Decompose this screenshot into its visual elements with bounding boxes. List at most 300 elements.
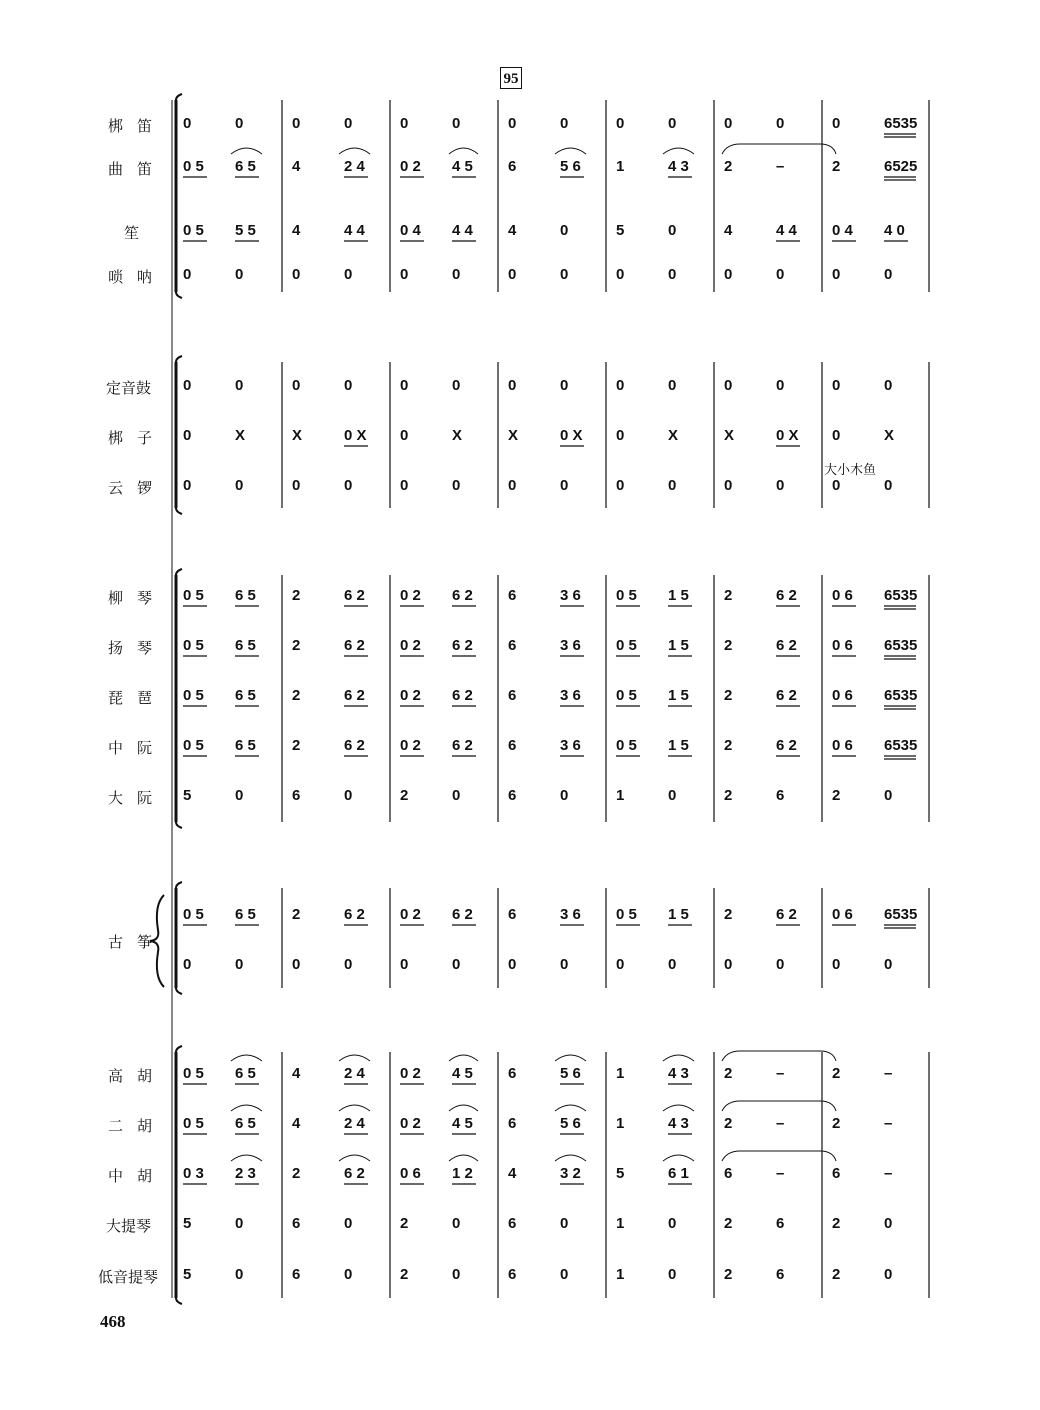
notation-cell: 0 X: [776, 427, 799, 444]
notation-cell: 5 5: [235, 222, 256, 239]
notation-cell: 6 2: [776, 587, 797, 604]
notation-cell: 0: [560, 377, 569, 394]
notation-cell: 2: [832, 1065, 841, 1082]
notation-cell: 4: [292, 222, 301, 239]
long-tie: [722, 1051, 836, 1061]
notation-cell: 4 3: [668, 1115, 689, 1132]
notation-cell: 4 5: [452, 1115, 473, 1132]
notation-cell: 6 2: [776, 737, 797, 754]
notation-cell: 0: [235, 787, 244, 804]
notation-cell: 0: [344, 956, 353, 973]
notation-cell: 6: [832, 1165, 841, 1182]
instrument-name: 笙: [124, 224, 140, 242]
notation-cell: 5 6: [560, 1065, 581, 1082]
notation-cell: X: [724, 427, 735, 444]
slur: [449, 1155, 478, 1161]
notation-cell: 0: [344, 477, 353, 494]
notation-cell: 0 5: [183, 222, 204, 239]
notation-cell: 0: [724, 477, 733, 494]
notation-cell: 6 5: [235, 158, 256, 175]
notation-cell: –: [776, 1115, 785, 1132]
notation-cell: 6: [508, 1065, 517, 1082]
notation-cell: 4 4: [776, 222, 797, 239]
notation-cell: 0 5: [183, 737, 204, 754]
notation-cell: 2 4: [344, 158, 365, 175]
notation-cell: 0 6: [832, 587, 853, 604]
notation-cell: 0 X: [560, 427, 583, 444]
notation-cell: 0: [508, 477, 517, 494]
notation-cell: 0: [452, 787, 461, 804]
notation-cell: 6: [776, 1266, 785, 1283]
notation-cell: 1: [616, 1115, 625, 1132]
notation-cell: 6: [508, 737, 517, 754]
instrument-name: 扬琴: [108, 639, 167, 657]
notation-cell: 0 5: [183, 906, 204, 923]
notation-cell: 6 1: [668, 1165, 689, 1182]
notation-cell: 0: [560, 787, 569, 804]
notation-cell: 1 5: [668, 906, 689, 923]
notation-cell: 4 0: [884, 222, 905, 239]
notation-cell: 2: [292, 587, 301, 604]
notation-cell: 6525: [884, 158, 918, 175]
notation-cell: 0: [776, 266, 785, 283]
notation-cell: 2: [724, 1115, 733, 1132]
notation-cell: 0: [616, 477, 625, 494]
notation-cell: X: [452, 427, 463, 444]
notation-cell: 6: [776, 787, 785, 804]
notation-cell: 4: [724, 222, 733, 239]
notation-cell: 2: [724, 637, 733, 654]
notation-cell: 0: [560, 222, 569, 239]
notation-cell: 0 5: [183, 637, 204, 654]
instrument-name: 中阮: [108, 739, 167, 757]
notation-cell: 0: [344, 266, 353, 283]
notation-cell: 6 5: [235, 687, 256, 704]
notation-cell: –: [884, 1165, 893, 1182]
instrument-name: 大阮: [108, 789, 167, 807]
notation-cell: 6: [508, 637, 517, 654]
slur: [339, 1155, 370, 1161]
notation-cell: 6 2: [776, 687, 797, 704]
notation-cell: 0: [452, 115, 461, 132]
instrument-name: 唢呐: [108, 268, 167, 286]
instrument-name: 低音提琴: [98, 1268, 159, 1286]
slur: [555, 1155, 586, 1161]
notation-cell: 0 5: [183, 687, 204, 704]
notation-cell: 3 6: [560, 906, 581, 923]
notation-cell: 0: [668, 787, 677, 804]
notation-cell: 3 6: [560, 737, 581, 754]
notation-cell: 1 5: [668, 587, 689, 604]
notation-cell: 0: [668, 477, 677, 494]
notation-cell: –: [884, 1065, 893, 1082]
notation-cell: 6: [508, 587, 517, 604]
notation-cell: 0: [616, 377, 625, 394]
notation-cell: 0 2: [400, 587, 421, 604]
notation-cell: 6 5: [235, 737, 256, 754]
notation-cell: 6: [724, 1165, 733, 1182]
notation-cell: 0: [183, 427, 192, 444]
notation-cell: 2: [292, 737, 301, 754]
notation-cell: 2: [724, 687, 733, 704]
notation-cell: 0 5: [616, 637, 637, 654]
bracket-hook-top: [176, 1046, 182, 1052]
notation-cell: 0: [452, 956, 461, 973]
notation-cell: 6: [292, 1266, 301, 1283]
instrument-name: 大提琴: [106, 1217, 152, 1235]
notation-cell: 0: [344, 787, 353, 804]
notation-cell: X: [508, 427, 519, 444]
notation-cell: 1: [616, 787, 625, 804]
notation-cell: 5: [183, 1215, 192, 1232]
notation-cell: 2: [400, 787, 409, 804]
notation-cell: 6 2: [344, 906, 365, 923]
slur: [663, 1055, 694, 1061]
notation-cell: 6 5: [235, 587, 256, 604]
notation-cell: 0: [344, 1215, 353, 1232]
notation-cell: 1 2: [452, 1165, 473, 1182]
slur: [231, 1155, 262, 1161]
notation-cell: 6: [292, 1215, 301, 1232]
notation-cell: 0: [235, 1266, 244, 1283]
slur: [555, 1105, 586, 1111]
notation-cell: 0 5: [616, 906, 637, 923]
notation-cell: 6535: [884, 115, 918, 132]
notation-cell: 0: [724, 956, 733, 973]
notation-cell: 0: [776, 956, 785, 973]
slur: [449, 1105, 478, 1111]
notation-cell: 1: [616, 158, 625, 175]
notation-cell: 0 5: [183, 1065, 204, 1082]
notation-cell: 0: [452, 1266, 461, 1283]
notation-cell: 0: [292, 115, 301, 132]
notation-cell: 0: [508, 377, 517, 394]
notation-cell: 0: [235, 956, 244, 973]
notation-cell: 0: [776, 377, 785, 394]
notation-cell: –: [776, 1065, 785, 1082]
notation-cell: 1: [616, 1266, 625, 1283]
notation-cell: 0: [400, 477, 409, 494]
notation-cell: 4: [292, 1115, 301, 1132]
notation-cell: 2: [724, 906, 733, 923]
notation-cell: 6 2: [452, 637, 473, 654]
notation-cell: 0: [832, 477, 841, 494]
notation-cell: 0: [884, 956, 893, 973]
notation-cell: 1 5: [668, 687, 689, 704]
notation-cell: 2: [832, 1115, 841, 1132]
notation-cell: 2: [832, 787, 841, 804]
slur: [449, 148, 478, 154]
notation-cell: 2 4: [344, 1115, 365, 1132]
notation-cell: 0: [884, 477, 893, 494]
notation-cell: 0: [560, 115, 569, 132]
notation-cell: X: [884, 427, 895, 444]
notation-cell: 6: [776, 1215, 785, 1232]
notation-cell: 6535: [884, 587, 918, 604]
notation-cell: 2: [292, 637, 301, 654]
bracket-hook-top: [176, 356, 182, 362]
bracket-hook-bottom: [176, 1298, 182, 1304]
notation-cell: 0 2: [400, 1115, 421, 1132]
notation-cell: 0: [776, 115, 785, 132]
notation-cell: 0: [292, 266, 301, 283]
notation-cell: 0: [400, 377, 409, 394]
notation-cell: 0: [183, 477, 192, 494]
long-tie: [722, 144, 836, 154]
notation-cell: 0 5: [616, 587, 637, 604]
notation-cell: 2: [724, 787, 733, 804]
notation-cell: 0: [884, 1266, 893, 1283]
notation-cell: 0: [616, 427, 625, 444]
notation-cell: 0 2: [400, 687, 421, 704]
bracket-hook-top: [176, 569, 182, 575]
notation-cell: 6 2: [344, 587, 365, 604]
notation-cell: 0: [668, 377, 677, 394]
notation-cell: 2: [292, 1165, 301, 1182]
notation-cell: 0: [724, 115, 733, 132]
notation-cell: 0 5: [616, 737, 637, 754]
notation-cell: 0: [452, 477, 461, 494]
notation-cell: 0: [668, 222, 677, 239]
slur: [339, 1105, 370, 1111]
notation-cell: 4 4: [344, 222, 365, 239]
slur: [555, 148, 586, 154]
notation-cell: 0 5: [183, 158, 204, 175]
notation-cell: 0: [616, 266, 625, 283]
notation-cell: 6535: [884, 737, 918, 754]
slur: [339, 148, 370, 154]
notation-cell: 0 6: [832, 687, 853, 704]
notation-cell: 0 2: [400, 1065, 421, 1082]
notation-cell: 0: [344, 115, 353, 132]
notation-cell: 2: [724, 587, 733, 604]
bracket-hook-bottom: [176, 292, 182, 298]
notation-cell: 0: [452, 377, 461, 394]
notation-cell: X: [292, 427, 303, 444]
notation-cell: 2 3: [235, 1165, 256, 1182]
notation-cell: 0: [508, 266, 517, 283]
notation-cell: 0: [183, 266, 192, 283]
notation-cell: 6 5: [235, 1115, 256, 1132]
bracket-hook-top: [176, 882, 182, 888]
notation-cell: 0: [616, 115, 625, 132]
notation-cell: 6 2: [344, 737, 365, 754]
notation-cell: 0: [560, 956, 569, 973]
notation-cell: 0: [884, 1215, 893, 1232]
notation-cell: 6: [508, 158, 517, 175]
notation-cell: 6 5: [235, 637, 256, 654]
instrument-name: 云锣: [108, 479, 167, 497]
notation-cell: 5: [616, 222, 625, 239]
notation-cell: 0: [668, 1215, 677, 1232]
notation-cell: 0: [452, 266, 461, 283]
percussion-annotation: 大小木鱼: [824, 463, 877, 478]
notation-cell: 2: [724, 1266, 733, 1283]
notation-cell: 0: [292, 377, 301, 394]
notation-cell: 0: [884, 266, 893, 283]
notation-cell: 0: [560, 1266, 569, 1283]
notation-cell: 3 6: [560, 587, 581, 604]
notation-cell: 0: [560, 266, 569, 283]
notation-cell: 0: [832, 427, 841, 444]
notation-cell: 0 2: [400, 737, 421, 754]
notation-cell: 0 6: [832, 906, 853, 923]
notation-cell: 6 2: [776, 637, 797, 654]
slur: [449, 1055, 478, 1061]
notation-cell: 0 2: [400, 637, 421, 654]
notation-cell: 0: [508, 115, 517, 132]
notation-cell: 0: [183, 956, 192, 973]
page-number: 468: [100, 1312, 126, 1331]
bracket-hook-bottom: [176, 988, 182, 994]
notation-cell: 2: [724, 1215, 733, 1232]
bracket-hook-bottom: [176, 508, 182, 514]
notation-cell: –: [776, 1165, 785, 1182]
slur: [663, 1105, 694, 1111]
notation-cell: 4: [292, 158, 301, 175]
notation-cell: 0: [400, 115, 409, 132]
long-tie: [722, 1101, 836, 1111]
slur: [663, 1155, 694, 1161]
notation-cell: 0 2: [400, 158, 421, 175]
notation-cell: 0 4: [832, 222, 853, 239]
notation-cell: 6: [508, 687, 517, 704]
notation-cell: 0: [400, 266, 409, 283]
notation-cell: 2: [832, 1215, 841, 1232]
notation-cell: 5: [183, 1266, 192, 1283]
notation-cell: 6 2: [344, 637, 365, 654]
notation-cell: 2: [724, 158, 733, 175]
slur: [663, 148, 694, 154]
notation-cell: 0 6: [832, 737, 853, 754]
notation-cell: 4 3: [668, 1065, 689, 1082]
instrument-name: 高胡: [108, 1067, 167, 1085]
notation-cell: 2: [400, 1266, 409, 1283]
notation-cell: 0: [235, 377, 244, 394]
notation-cell: 6 2: [776, 906, 797, 923]
notation-cell: X: [235, 427, 246, 444]
notation-cell: 6 5: [235, 906, 256, 923]
notation-cell: 3 2: [560, 1165, 581, 1182]
notation-cell: 3 6: [560, 687, 581, 704]
notation-cell: 0 5: [183, 1115, 204, 1132]
instrument-name: 琵琶: [108, 689, 167, 707]
notation-cell: 6 2: [452, 906, 473, 923]
notation-cell: 1 5: [668, 737, 689, 754]
notation-cell: 0: [776, 477, 785, 494]
notation-cell: 5 6: [560, 158, 581, 175]
notation-cell: 3 6: [560, 637, 581, 654]
notation-cell: 0: [183, 377, 192, 394]
notation-cell: 0: [344, 1266, 353, 1283]
notation-cell: 0: [724, 266, 733, 283]
instrument-name: 古筝: [108, 933, 167, 951]
notation-cell: 6 2: [344, 687, 365, 704]
notation-cell: 6: [508, 1266, 517, 1283]
notation-cell: 0: [884, 377, 893, 394]
notation-cell: 1: [616, 1215, 625, 1232]
slur: [231, 1105, 262, 1111]
slur: [555, 1055, 586, 1061]
notation-cell: 5: [183, 787, 192, 804]
notation-cell: 0: [832, 115, 841, 132]
notation-cell: 1 5: [668, 637, 689, 654]
slur: [231, 1055, 262, 1061]
notation-cell: 0: [668, 115, 677, 132]
notation-cell: 0: [668, 1266, 677, 1283]
notation-cell: 0: [724, 377, 733, 394]
notation-cell: 0: [616, 956, 625, 973]
notation-cell: 6: [508, 906, 517, 923]
notation-cell: –: [776, 158, 785, 175]
notation-cell: 0: [400, 956, 409, 973]
notation-cell: 0: [235, 115, 244, 132]
notation-cell: 0: [235, 1215, 244, 1232]
notation-cell: 6: [508, 787, 517, 804]
notation-cell: 0 4: [400, 222, 421, 239]
notation-cell: 0: [344, 377, 353, 394]
notation-cell: 6535: [884, 687, 918, 704]
notation-cell: –: [884, 1115, 893, 1132]
notation-cell: 4: [508, 1165, 517, 1182]
slur: [231, 148, 262, 154]
rehearsal-mark: 95: [500, 67, 522, 89]
notation-cell: 0 X: [344, 427, 367, 444]
notation-cell: 6: [292, 787, 301, 804]
instrument-name: 柳琴: [108, 589, 167, 607]
notation-cell: 0: [832, 266, 841, 283]
notation-cell: X: [668, 427, 679, 444]
bracket-hook-top: [176, 94, 182, 100]
notation-cell: 2: [292, 906, 301, 923]
notation-cell: 0: [452, 1215, 461, 1232]
instrument-name: 定音鼓: [106, 379, 152, 397]
instrument-name: 梆子: [108, 429, 167, 447]
notation-cell: 4 4: [452, 222, 473, 239]
notation-cell: 0: [183, 115, 192, 132]
notation-cell: 4: [508, 222, 517, 239]
notation-cell: 2: [832, 158, 841, 175]
instrument-name: 二胡: [108, 1117, 167, 1135]
notation-cell: 4: [292, 1065, 301, 1082]
notation-cell: 0: [884, 787, 893, 804]
notation-cell: 0: [235, 477, 244, 494]
notation-cell: 0: [292, 956, 301, 973]
notation-cell: 0: [668, 956, 677, 973]
notation-cell: 5: [616, 1165, 625, 1182]
notation-cell: 2: [832, 1266, 841, 1283]
notation-cell: 6 2: [452, 737, 473, 754]
notation-cell: 5 6: [560, 1115, 581, 1132]
notation-cell: 2 4: [344, 1065, 365, 1082]
notation-cell: 6: [508, 1215, 517, 1232]
bracket-hook-bottom: [176, 822, 182, 828]
notation-cell: 0: [832, 956, 841, 973]
notation-cell: 6 2: [344, 1165, 365, 1182]
notation-cell: 2: [724, 737, 733, 754]
instrument-name: 曲笛: [108, 160, 167, 178]
instrument-name: 中胡: [108, 1167, 167, 1185]
notation-cell: 0: [235, 266, 244, 283]
notation-cell: 0: [292, 477, 301, 494]
notation-cell: 0 5: [616, 687, 637, 704]
notation-cell: 0 6: [400, 1165, 421, 1182]
notation-cell: 2: [292, 687, 301, 704]
notation-cell: 6 2: [452, 687, 473, 704]
notation-cell: 0 3: [183, 1165, 204, 1182]
long-tie: [722, 1151, 836, 1161]
notation-cell: 6535: [884, 637, 918, 654]
